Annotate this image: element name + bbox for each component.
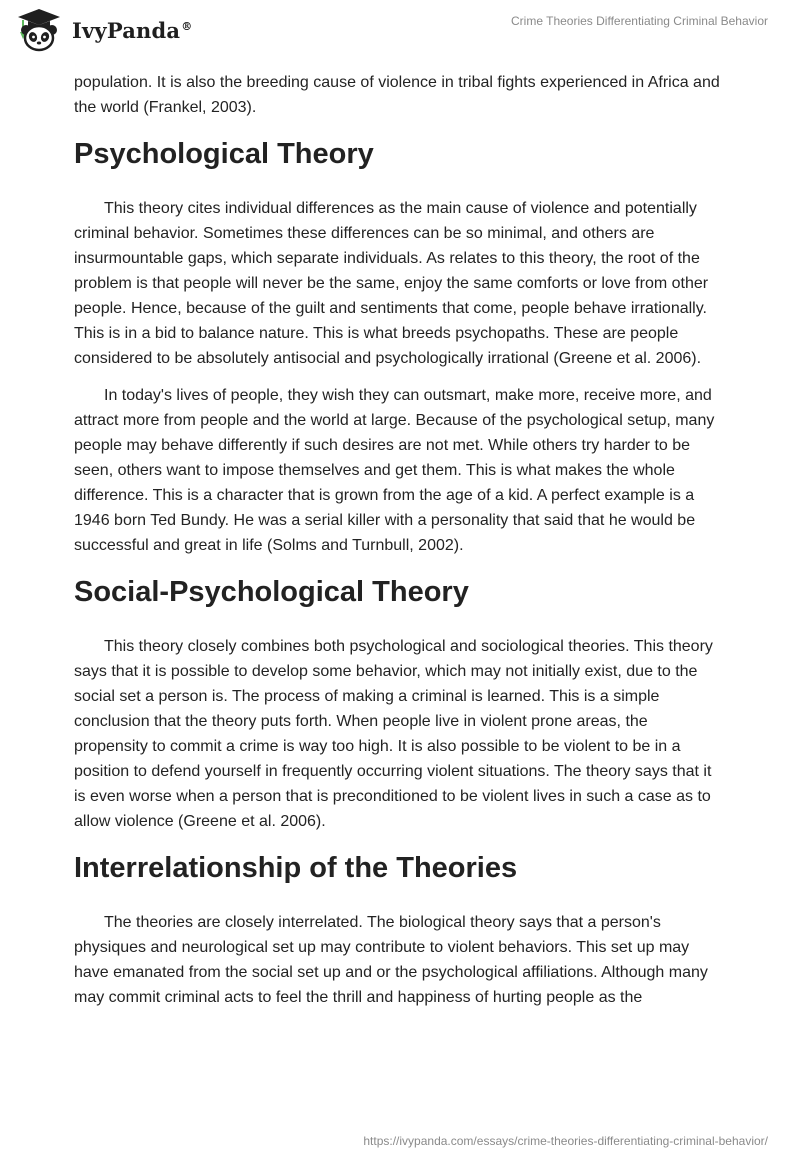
psychological-paragraph-2: In today's lives of people, they wish they can outsmart, make more, receive more, and attract more from people and the world at large. Because of the psychological setup, many people may behave differently if such desires are not met. While others try harder to be seen, others want to impose themselves and get them. This is what makes the whole difference. This is a character that is grown from the age of a kid. A perfect example is a 1946 born Ted Bundy. He was a serial killer with a personality that said that he would be successful and great in life (Solms and Turnbull, 2002).	[74, 387, 715, 554]
brand-logo[interactable]	[14, 8, 192, 52]
essay-content	[74, 70, 724, 1022]
psychological-paragraph-1: This theory cites individual differences as the main cause of violence and potentially criminal behavior. Sometimes these differences can be so minimal, and others are insurmountable gaps, which separate individuals. As relates to this theory, the root of the problem is that people will never be the same, enjoy the same comforts or love from other people. Hence, because of the guilt and sentiments that come, people behave irrationally. This is in a bid to balance nature. This is what breeds psychopaths. These are people considered to be absolutely antisocial and psychologically irrational (Greene et al. 2006).	[74, 200, 709, 367]
intro-paragraph: population. It is also the breeding cause of violence in tribal fights experienced in Africa and the world (Frankel, 2003).	[74, 74, 720, 116]
source-url[interactable]: https://ivypanda.com/essays/crime-theories-differentiating-criminal-behavior/	[363, 1134, 768, 1148]
registered-mark: ®	[181, 19, 193, 33]
interrelationship-paragraph-1: The theories are closely interrelated. The biological theory says that a person's physiques and neurological set up may contribute to violent behaviors. This set up may have emanated from the social set up and or the psychological affiliations. Although many may commit criminal acts to feel the thrill and happiness of hurting people as the	[74, 914, 708, 1006]
brand-name: IvyPanda®	[72, 17, 193, 43]
document-title: Crime Theories Differentiating Criminal Behavior	[511, 14, 768, 28]
social-psychological-paragraph-1: This theory closely combines both psychological and sociological theories. This theory says that it is possible to develop some behavior, which may not initially exist, due to the social set a person is. The process of making a criminal is learned. This is a simple conclusion that the theory puts forth. When people live in violent prone areas, the propensity to commit a crime is way too high. It is also possible to be violent to be in a position to defend yourself in frequently occurring violent situations. The theory says that it is even worse when a person that is preconditioned to be violent lives in such a case as to allow violence (Greene et al. 2006).	[74, 638, 713, 830]
page-header	[0, 0, 800, 56]
heading-social-psychological-theory: Social-Psychological Theory	[74, 576, 469, 608]
heading-psychological-theory: Psychological Theory	[74, 138, 374, 170]
heading-interrelationship: Interrelationship of the Theories	[74, 852, 518, 884]
panda-graduation-cap-icon	[14, 8, 64, 52]
